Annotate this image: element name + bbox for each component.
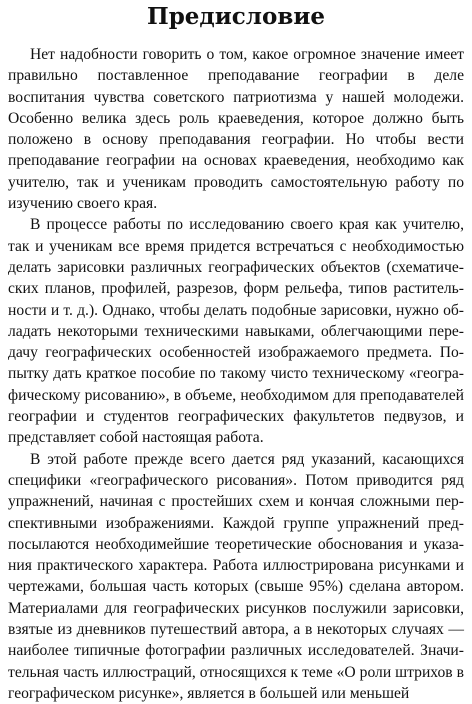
- page-title: Предисловие: [146, 3, 326, 30]
- paragraph-1: Нет надобности говорить о том, какое огромное значение имеет правильно поставленное преподавание географии в деле воспитания чувства советского патриотизма у нашей молодежи. Особенно велика здесь роль краеведения, которое должно быть положено в основу преподавания географии. Но чтобы вести преподавание географии на основах краеведения, необходимо как учителю, так и ученикам проводить самостоятельную работу по изучению своего края.: [8, 46, 464, 213]
- paragraph-3: В этой работе прежде всего дается ряд указаний, касающихся специфики «географического рисования». Потом приводится ряд упражнений, начиная с простейших схем и кончая сложными перспективными изображениями. Каждой группе упражнений предпосылаются необходимейшие теоретические обоснования и указания практического характера. Работа иллюстрирована рисунками и чертежами, большая часть которых (свыше 95%) сделана автором. Материалами для географических рисунков послужили зарисовки, взятые из дневников путешествий автора, а в некоторых случаях — наиболее типичные фотографии различных исследователей. Значительная часть иллюстраций, относящихся к теме «О роли штрихов в географическом рисунке», является в большей или меньшей: [8, 450, 464, 702]
- paragraph-2: В процессе работы по исследованию своего края как учителю, так и ученикам все время придется встречаться с необходимостью делать зарисовки различных географических объектов (схематических планов, профилей, разрезов, форм рельефа, типов растительности и т. д.). Однако, чтобы делать подобные зарисовки, нужно обладать некоторыми техническими навыками, облегчающими передачу географических особенностей изображаемого предмета. Попытку дать краткое пособие по такому чисто техническому «географическому рисованию», в объеме, необходимом для преподавателей географии и студентов географических факультетов педвузов, и представляет собой настоящая работа.: [8, 216, 464, 447]
- body-text: [8, 44, 464, 704]
